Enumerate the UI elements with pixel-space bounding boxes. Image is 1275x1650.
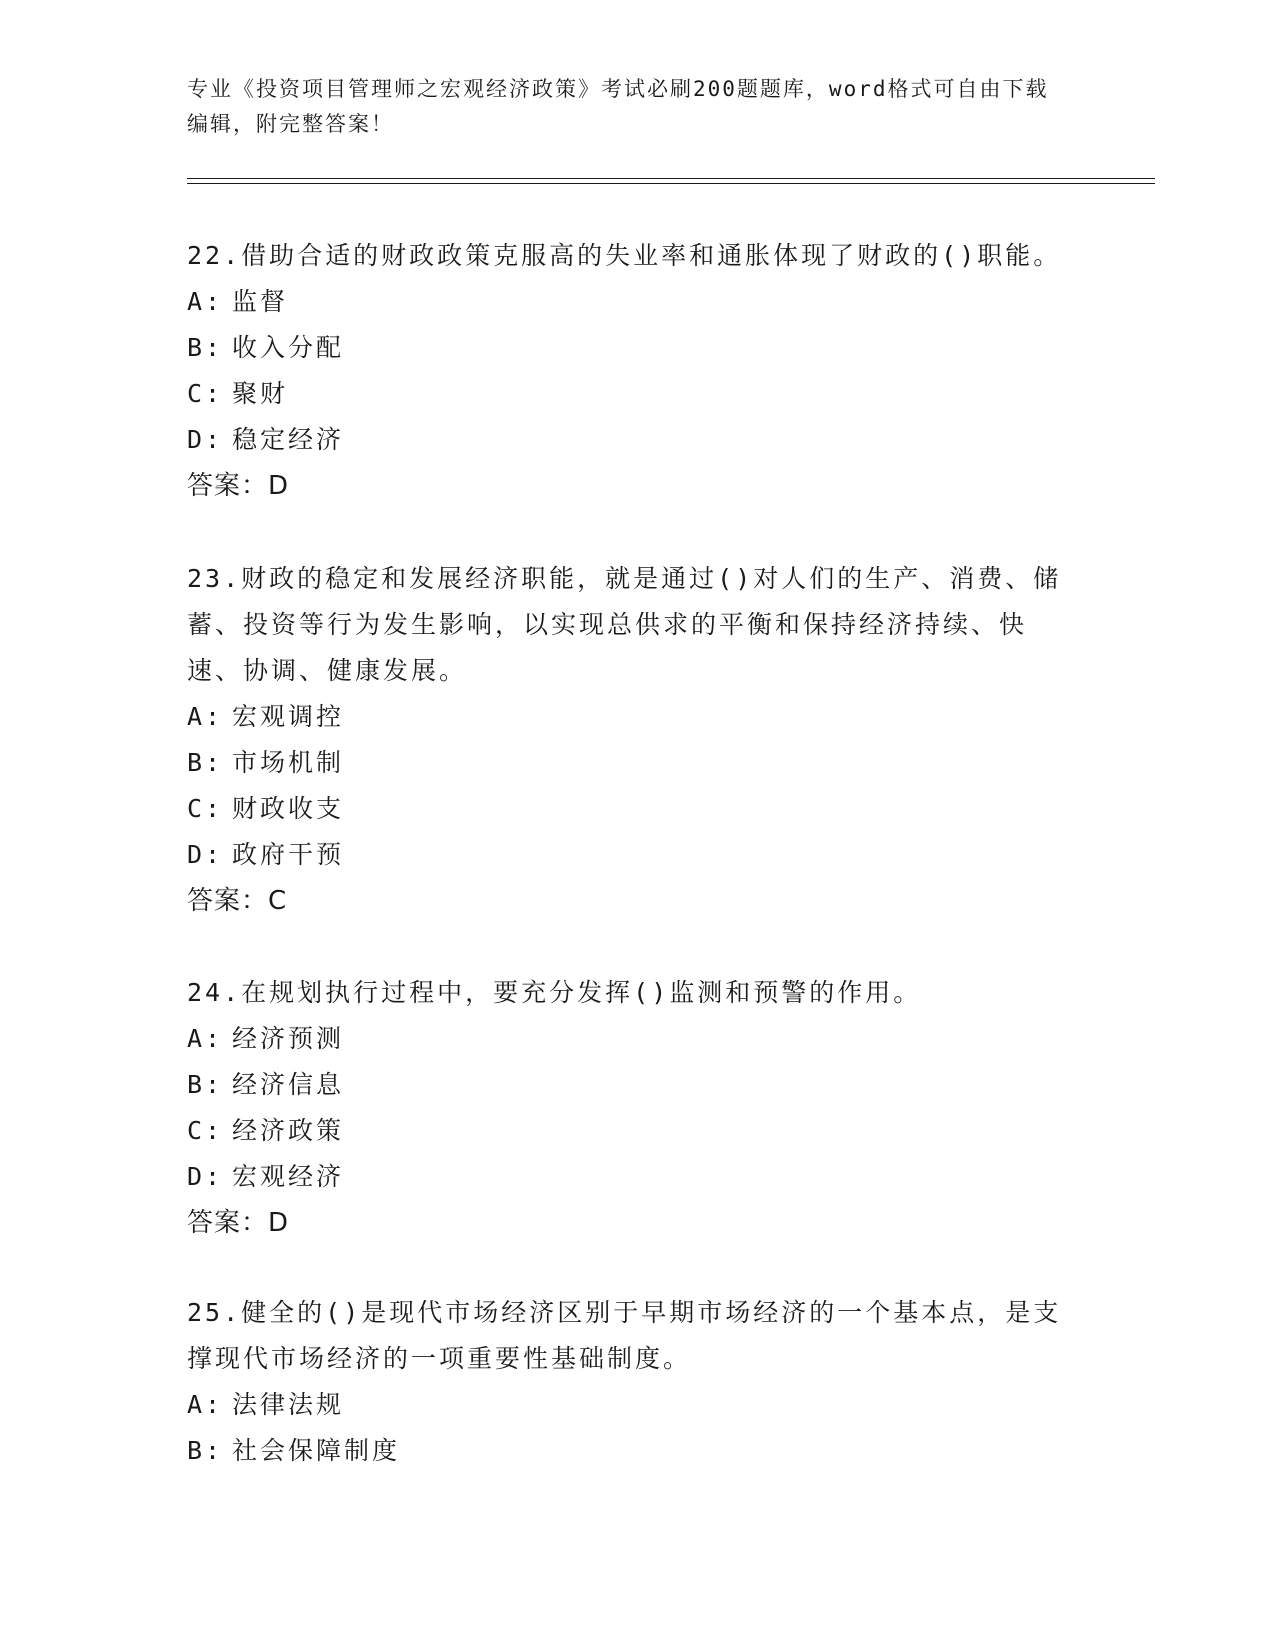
option-letter: A:	[187, 287, 224, 316]
option-a	[187, 1382, 1077, 1428]
option-text: 政府干预	[232, 840, 345, 869]
option-letter: B:	[187, 333, 224, 362]
question-stem: 24.在规划执行过程中，要充分发挥()监测和预警的作用。	[187, 978, 922, 1007]
document-header: 专业《投资项目管理师之宏观经济政策》考试必刷200题题库，word格式可自由下载编辑，附完整答案！	[187, 77, 1049, 136]
option-b	[187, 740, 1077, 786]
option-letter: C:	[187, 794, 224, 823]
question-stem: 23.财政的稳定和发展经济职能，就是通过()对人们的生产、消费、储蓄、投资等行为发生影响，以实现总供求的平衡和保持经济持续、快速、协调、健康发展。	[187, 564, 1062, 685]
option-b	[187, 1062, 1077, 1108]
option-text: 经济信息	[232, 1070, 345, 1099]
option-d	[187, 832, 1077, 878]
question-stem: 25.健全的()是现代市场经济区别于早期市场经济的一个基本点，是支撑现代市场经济的一项重要性基础制度。	[187, 1298, 1062, 1373]
option-text: 收入分配	[232, 333, 345, 362]
option-b	[187, 325, 1077, 371]
option-letter: A:	[187, 702, 224, 731]
question-23	[187, 556, 1077, 924]
option-a	[187, 694, 1077, 740]
question-24	[187, 970, 1077, 1246]
question-stem: 22.借助合适的财政政策克服高的失业率和通胀体现了财政的()职能。	[187, 241, 1062, 270]
option-text: 市场机制	[232, 748, 345, 777]
answer-line: 答案：C	[187, 886, 288, 916]
option-c	[187, 786, 1077, 832]
option-text: 法律法规	[232, 1390, 345, 1419]
option-letter: A:	[187, 1024, 224, 1053]
option-d	[187, 417, 1077, 463]
option-b	[187, 1428, 1077, 1474]
option-text: 财政收支	[232, 794, 345, 823]
option-letter: B:	[187, 1070, 224, 1099]
option-text: 经济政策	[232, 1116, 345, 1145]
option-c	[187, 371, 1077, 417]
option-d	[187, 1154, 1077, 1200]
answer-line: 答案：D	[187, 1208, 290, 1238]
option-text: 社会保障制度	[232, 1436, 401, 1465]
option-text: 宏观调控	[232, 702, 345, 731]
answer-line: 答案：D	[187, 471, 290, 501]
option-c	[187, 1108, 1077, 1154]
option-text: 监督	[232, 287, 289, 316]
option-text: 经济预测	[232, 1024, 345, 1053]
option-a	[187, 1016, 1077, 1062]
question-22	[187, 233, 1077, 509]
header-rule-bottom	[187, 183, 1155, 184]
option-letter: C:	[187, 379, 224, 408]
option-text: 稳定经济	[232, 425, 345, 454]
option-letter: B:	[187, 1436, 224, 1465]
option-text: 宏观经济	[232, 1162, 345, 1191]
option-text: 聚财	[232, 379, 289, 408]
option-letter: D:	[187, 1162, 224, 1191]
option-letter: A:	[187, 1390, 224, 1419]
option-letter: C:	[187, 1116, 224, 1145]
option-letter: D:	[187, 425, 224, 454]
option-a	[187, 279, 1077, 325]
option-letter: B:	[187, 748, 224, 777]
option-letter: D:	[187, 840, 224, 869]
header-rule-top	[187, 178, 1155, 179]
question-25	[187, 1290, 1077, 1474]
